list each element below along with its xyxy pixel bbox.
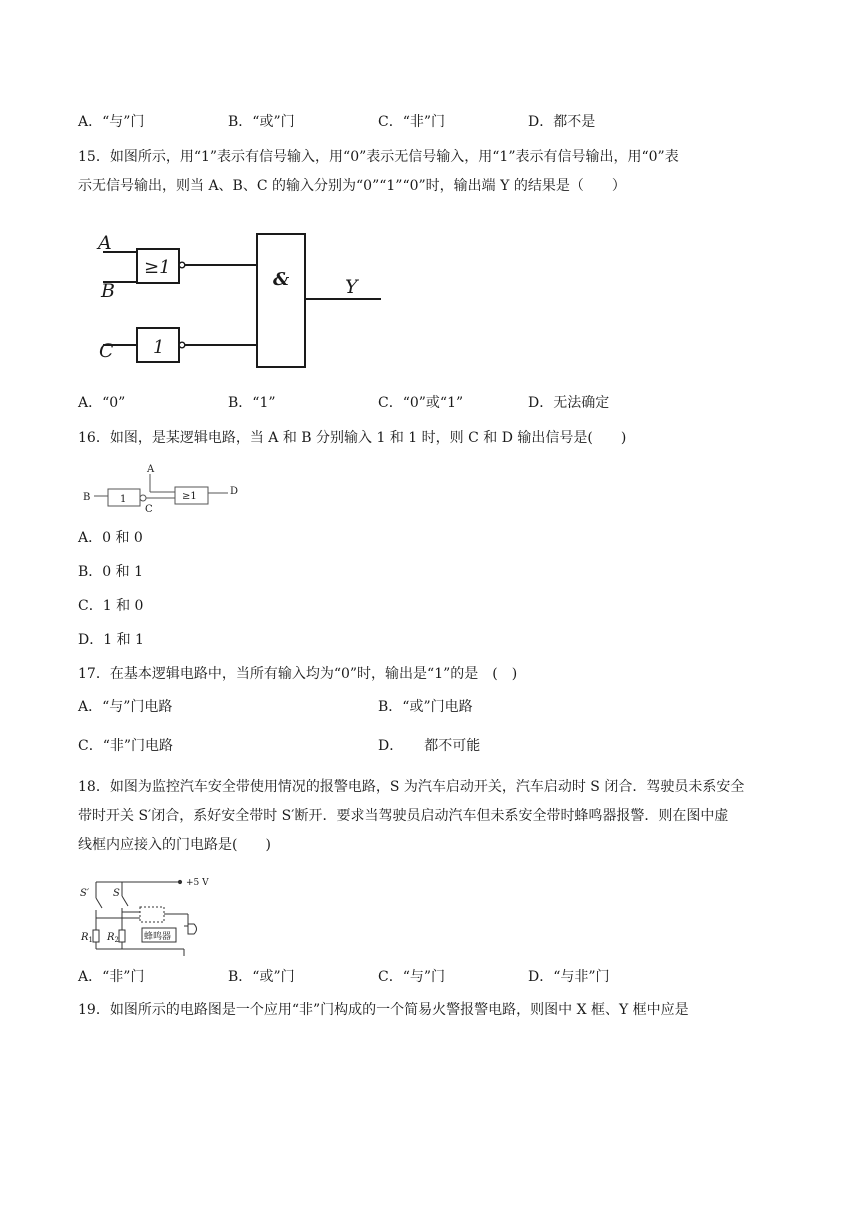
q16-label-d: D bbox=[230, 486, 239, 497]
q16-label-a: A bbox=[147, 464, 155, 475]
q18-stem-line2: 带时开关 S′闭合，系好安全带时 S′断开．要求当驾驶员启动汽车但未系安全带时蜂鸣器报警．则在图中虚 bbox=[78, 808, 729, 824]
q17-option-b: B．“或”门电路 bbox=[378, 699, 473, 715]
q18-label-buzzer: 蜂鸣器 bbox=[144, 932, 172, 942]
q18-label-s-prime: S′ bbox=[80, 888, 90, 899]
q16-logic-diagram bbox=[80, 462, 250, 518]
q15-label-b: B bbox=[101, 280, 115, 302]
q15-stem-line1: 15．如图所示，用“1”表示有信号输入，用“0”表示无信号输入，用“1”表示有信号输出，用“0”表 bbox=[78, 149, 679, 165]
q18-option-c: C．“与”门 bbox=[378, 969, 446, 985]
q18-label-s: S bbox=[113, 888, 120, 899]
q15-gate-and-label: & bbox=[273, 269, 290, 290]
q15-option-b: B．“1” bbox=[228, 395, 276, 411]
q18-circuit-diagram bbox=[78, 874, 238, 956]
q15-gate-not-label: 1 bbox=[153, 337, 165, 358]
q18-stem bbox=[78, 773, 783, 860]
q18-stem-line1: 18．如图为监控汽车安全带使用情况的报警电路，S 为汽车启动开关，汽车启动时 S 闭合．驾驶员未系安全 bbox=[78, 779, 745, 795]
q15-stem bbox=[78, 143, 783, 201]
q16-option-a: A．0 和 0 bbox=[78, 530, 143, 546]
q16-label-c: C bbox=[145, 504, 153, 515]
q18-option-b: B．“或”门 bbox=[228, 969, 295, 985]
q18-label-r2: $R_2$ bbox=[107, 932, 119, 944]
q17-option-c: C．“非”门电路 bbox=[78, 738, 174, 754]
q17-option-d: D． 都不可能 bbox=[378, 738, 481, 754]
q16-label-b: B bbox=[83, 492, 91, 503]
q16-stem: 16．如图，是某逻辑电路，当 A 和 B 分别输入 1 和 1 时，则 C 和 D 输出信号是( ) bbox=[78, 430, 627, 446]
q18-option-d: D．“与非”门 bbox=[528, 969, 610, 985]
q18-option-a: A．“非”门 bbox=[78, 969, 145, 985]
q15-label-y: Y bbox=[345, 276, 358, 298]
q17-stem: 17．在基本逻辑电路中，当所有输入均为“0”时，输出是“1”的是 ( ) bbox=[78, 666, 518, 682]
q16-gate-not-label: 1 bbox=[120, 494, 127, 505]
q15-label-a: A bbox=[98, 232, 112, 254]
q15-stem-line2: 示无信号输出，则当 A、B、C 的输入分别为“0”“1”“0”时，输出端 Y 的结果是（ ） bbox=[78, 178, 626, 194]
q15-option-d: D．无法确定 bbox=[528, 395, 610, 411]
q14-option-c: C．“非”门 bbox=[378, 114, 446, 130]
q15-option-a: A．“0” bbox=[78, 395, 126, 411]
q14-option-d: D．都不是 bbox=[528, 114, 596, 130]
q18-stem-line3: 线框内应接入的门电路是( ) bbox=[78, 837, 271, 853]
q16-option-c: C．1 和 0 bbox=[78, 598, 144, 614]
q19-stem: 19．如图所示的电路图是一个应用“非”门构成的一个简易火警报警电路，则图中 X 框、Y 框中应是 bbox=[78, 1002, 689, 1018]
q18-label-r1: $R_1$ bbox=[81, 932, 93, 944]
q16-option-d: D．1 和 1 bbox=[78, 632, 144, 648]
q18-label-voltage: +5 V bbox=[186, 878, 209, 888]
q15-logic-diagram bbox=[95, 225, 395, 375]
q14-option-b: B．“或”门 bbox=[228, 114, 295, 130]
q15-label-c: C bbox=[99, 340, 114, 362]
q15-gate-or-label: ≥1 bbox=[144, 257, 171, 278]
q16-option-b: B．0 和 1 bbox=[78, 564, 144, 580]
q17-option-a: A．“与”门电路 bbox=[78, 699, 173, 715]
q16-gate-or-label: ≥1 bbox=[182, 491, 197, 502]
q14-option-a: A．“与”门 bbox=[78, 114, 145, 130]
q15-option-c: C．“0”或“1” bbox=[378, 395, 464, 411]
